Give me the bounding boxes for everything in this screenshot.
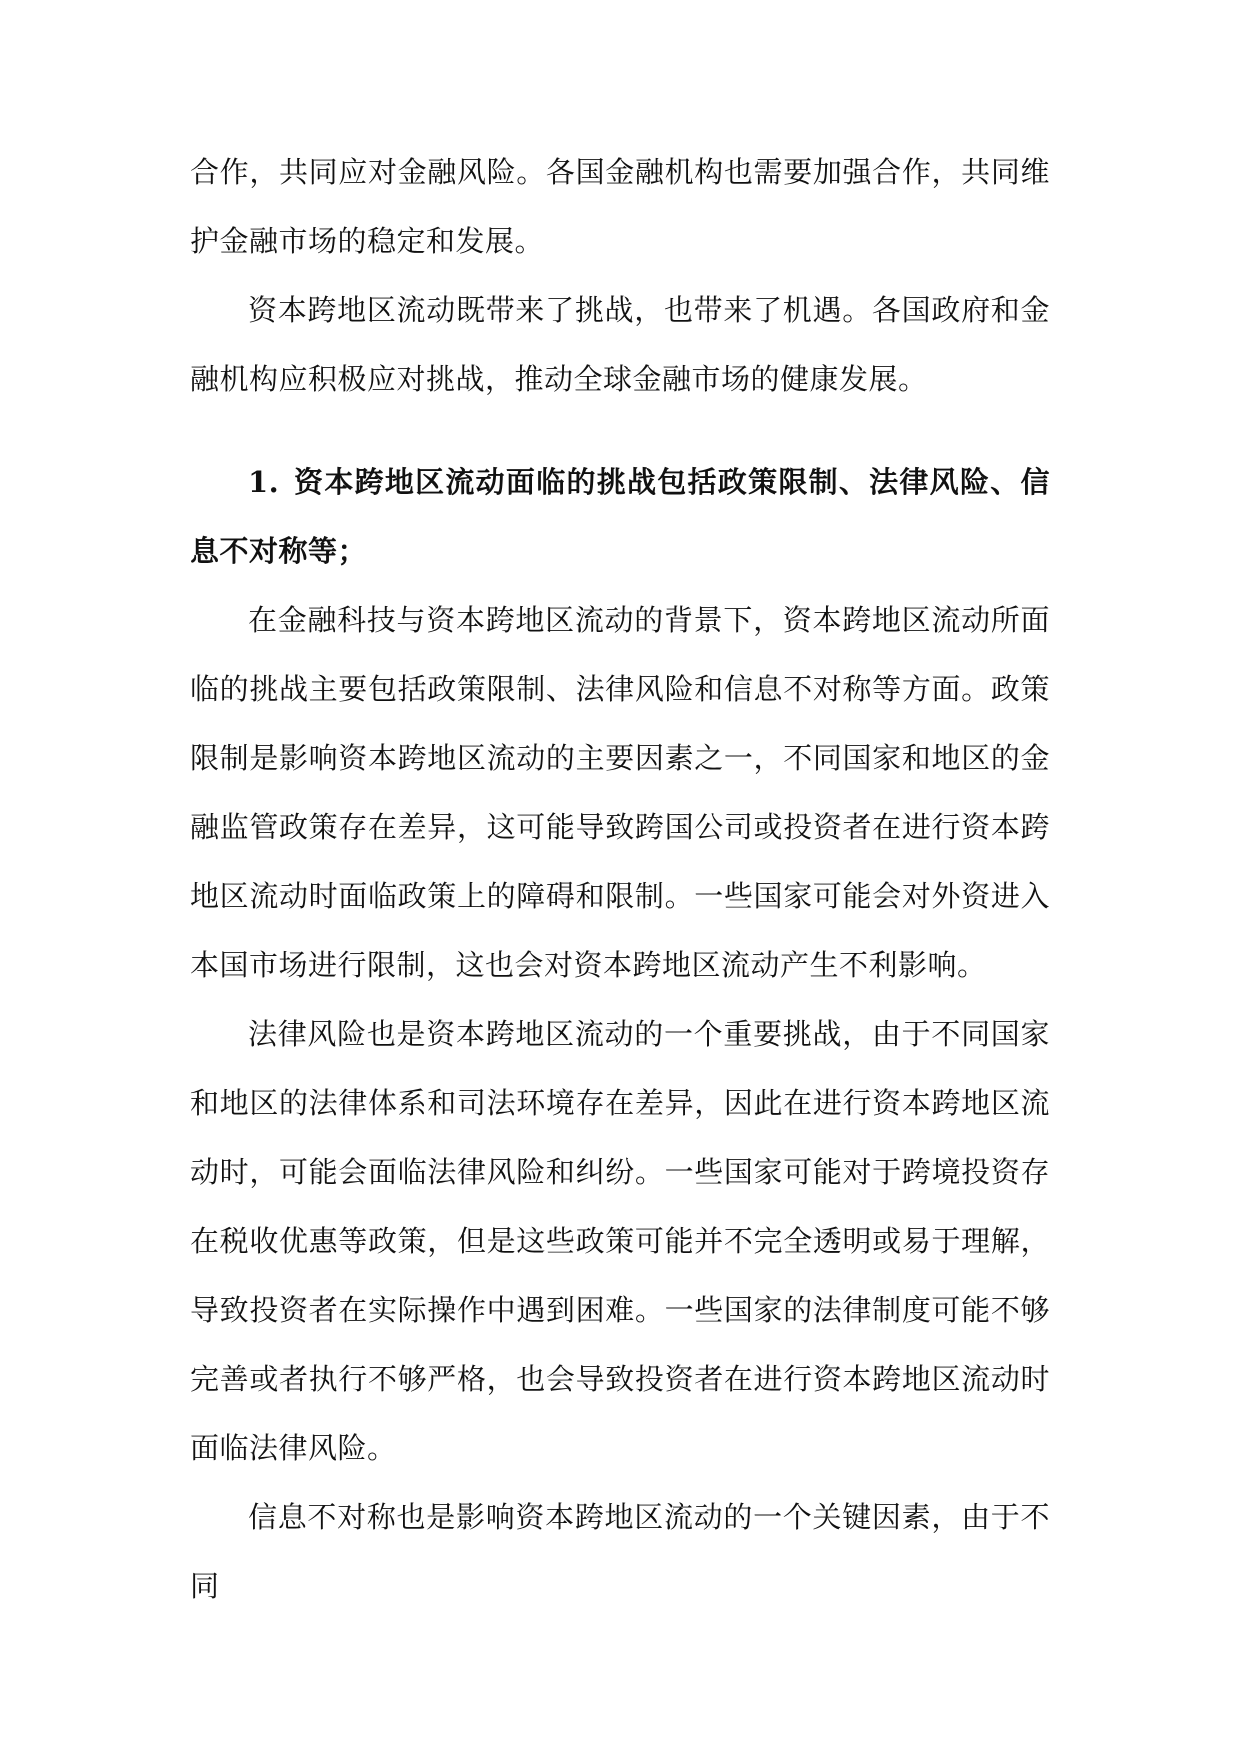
- section-heading-number: 1.: [248, 465, 280, 499]
- document-body: [190, 138, 1050, 1621]
- paragraph-conclusion: 资本跨地区流动既带来了挑战，也带来了机遇。各国政府和金融机构应积极应对挑战，推动全球金融市场的健康发展。: [190, 293, 1050, 396]
- paragraph-policy-restrictions: 在金融科技与资本跨地区流动的背景下，资本跨地区流动所面临的挑战主要包括政策限制、法律风险和信息不对称等方面。政策限制是影响资本跨地区流动的主要因素之一，不同国家和地区的金融监管政策存在差异，这可能导致跨国公司或投资者在进行资本跨地区流动时面临政策上的障碍和限制。一些国家可能会对外资进入本国市场进行限制，这也会对资本跨地区流动产生不利影响。: [190, 603, 1050, 982]
- section-heading-text: 资本跨地区流动面临的挑战包括政策限制、法律风险、信息不对称等；: [190, 465, 1050, 568]
- paragraph-legal-risk: 法律风险也是资本跨地区流动的一个重要挑战，由于不同国家和地区的法律体系和司法环境存在差异，因此在进行资本跨地区流动时，可能会面临法律风险和纠纷。一些国家可能对于跨境投资存在税收优惠等政策，但是这些政策可能并不完全透明或易于理解，导致投资者在实际操作中遇到困难。一些国家的法律制度可能不够完善或者执行不够严格，也会导致投资者在进行资本跨地区流动时面临法律风险。: [190, 1017, 1050, 1465]
- paragraph-information-asymmetry: 信息不对称也是影响资本跨地区流动的一个关键因素，由于不同: [190, 1500, 1050, 1603]
- paragraph-continuation: 合作，共同应对金融风险。各国金融机构也需要加强合作，共同维护金融市场的稳定和发展。: [190, 155, 1050, 258]
- section-heading: [190, 448, 1050, 586]
